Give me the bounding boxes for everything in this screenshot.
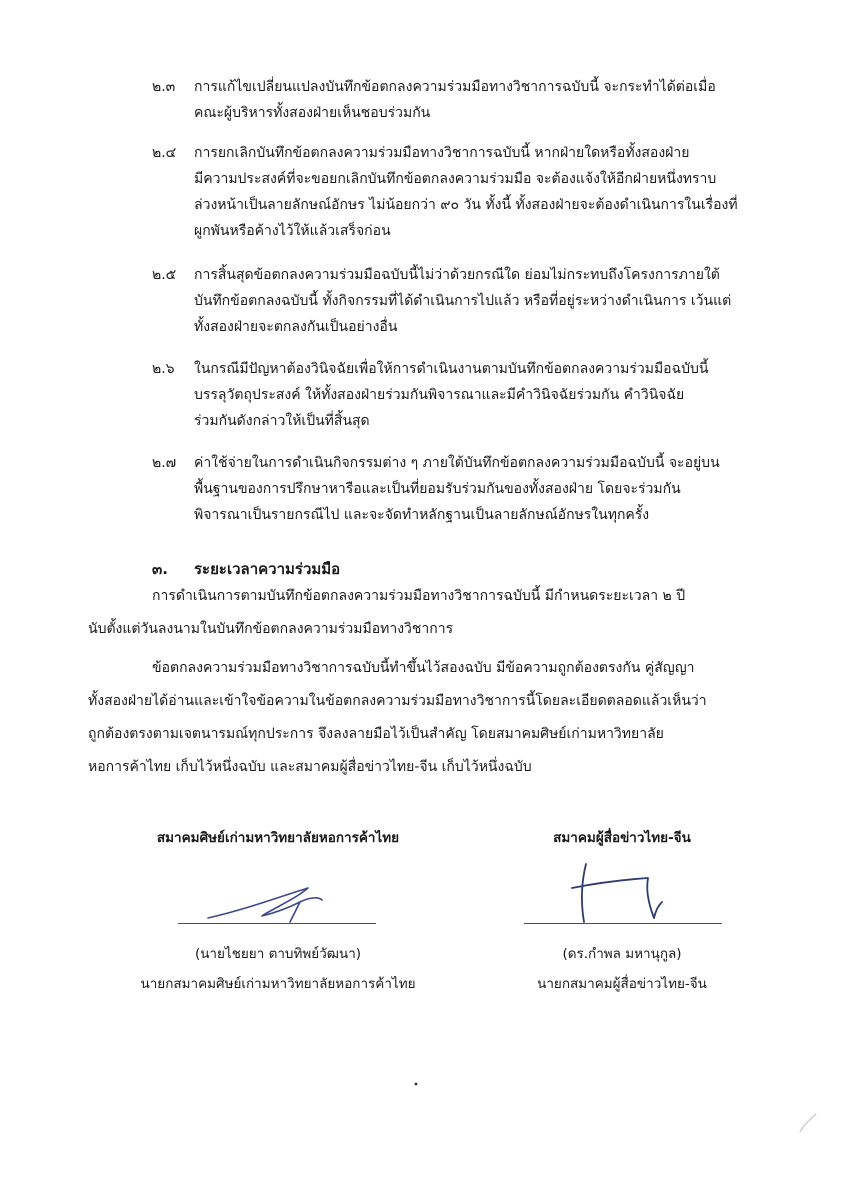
clause-line: การยกเลิกบันทึกข้อตกลงความร่วมมือทางวิชาการฉบับนี้ หากฝ่ายใดหรือทั้งสองฝ่าย <box>194 145 690 161</box>
clause-2-6 <box>152 356 802 434</box>
clause-text <box>194 74 802 126</box>
section-heading <box>152 556 340 582</box>
clause-line: การแก้ไขเปลี่ยนแปลงบันทึกข้อตกลงความร่วมมือทางวิชาการฉบับนี้ จะกระทำได้ต่อเมื่อ <box>194 79 716 95</box>
paragraph-line: ข้อตกลงความร่วมมือทางวิชาการฉบับนี้ทำขึ้นไว้สองฉบับ มีข้อความถูกต้องตรงกัน คู่สัญญา <box>152 660 695 676</box>
duration-paragraph <box>88 580 800 646</box>
clause-line: ล่วงหน้าเป็นลายลักษณ์อักษร ไม่น้อยกว่า ๙๐ วัน ทั้งนี้ ทั้งสองฝ่ายจะต้องดำเนินการในเรื่องที่ <box>194 197 738 213</box>
clause-2-4 <box>152 140 802 244</box>
clause-line: คณะผู้บริหารทั้งสองฝ่ายเห็นชอบร่วมกัน <box>194 105 431 121</box>
clause-2-3 <box>152 74 802 126</box>
paragraph-line: หอการค้าไทย เก็บไว้หนึ่งฉบับ และสมาคมผู้สื่อข่าวไทย-จีน เก็บไว้หนึ่งฉบับ <box>88 759 532 775</box>
clause-line: ผูกพันหรือค้างไว้ให้แล้วเสร็จก่อน <box>194 223 391 239</box>
clause-2-7 <box>152 450 802 528</box>
clause-line: พื้นฐานของการปรึกษาหารือและเป็นที่ยอมรับร่วมกันของทั้งสองฝ่าย โดยจะร่วมกัน <box>194 481 681 497</box>
right-signatory-name: (ดร.กำพล มหานุกูล) <box>562 946 682 962</box>
clause-line: ร่วมกันดังกล่าวให้เป็นที่สิ้นสุด <box>194 413 370 429</box>
clause-number: ๒.๕ <box>152 267 177 283</box>
left-signatory-name: (นายไชยยา ตาบทิพย์วัฒนา) <box>194 946 362 962</box>
clause-line: บรรลุวัตถุประสงค์ ให้ทั้งสองฝ่ายร่วมกันพิจารณาและมีคำวินิจฉัยร่วมกัน คำวินิจฉัย <box>194 387 685 403</box>
right-signatory-org: สมาคมผู้สื่อข่าวไทย-จีน <box>553 830 691 846</box>
closing-paragraph <box>88 652 800 784</box>
clause-line: บันทึกข้อตกลงฉบับนี้ ทั้งกิจกรรมที่ได้ดำเนินการไปแล้ว หรือที่อยู่ระหว่างดำเนินการ เว้นแต่ <box>194 293 732 309</box>
right-signatory-title: นายกสมาคมผู้สื่อข่าวไทย-จีน <box>537 976 707 992</box>
clause-line: พิจารณาเป็นรายกรณีไป และจะจัดทำหลักฐานเป็นลายลักษณ์อักษรในทุกครั้ง <box>194 507 650 523</box>
clause-number: ๒.๓ <box>152 79 176 95</box>
clause-number: ๒.๔ <box>152 145 177 161</box>
left-signatory-org: สมาคมศิษย์เก่ามหาวิทยาลัยหอการค้าไทย <box>156 830 400 846</box>
section-number: ๓. <box>152 560 168 578</box>
paragraph-line: นับตั้งแต่วันลงนามในบันทึกข้อตกลงความร่วมมือทางวิชาการ <box>88 621 454 637</box>
clause-line: ทั้งสองฝ่ายจะตกลงกันเป็นอย่างอื่น <box>194 319 398 335</box>
clause-text <box>194 356 802 434</box>
clause-2-5 <box>152 262 802 340</box>
paragraph-line: ถูกต้องตรงตามเจตนารมณ์ทุกประการ จึงลงลายมือไว้เป็นสำคัญ โดยสมาคมศิษย์เก่ามหาวิทยาลัย <box>88 726 664 742</box>
clause-text <box>194 450 802 528</box>
paragraph-line: ทั้งสองฝ่ายได้อ่านและเข้าใจข้อความในข้อตกลงความร่วมมือทางวิชาการนี้โดยละเอียดตลอดแล้วเห็นว่า <box>88 693 707 709</box>
clause-text <box>194 140 802 244</box>
left-signatory-title: นายกสมาคมศิษย์เก่ามหาวิทยาลัยหอการค้าไทย <box>140 976 416 992</box>
clause-text <box>194 262 802 340</box>
paragraph-line: การดำเนินการตามบันทึกข้อตกลงความร่วมมือทางวิชาการฉบับนี้ มีกำหนดระยะเวลา ๒ ปี <box>152 588 686 604</box>
clause-line: ในกรณีมีปัญหาต้องวินิจฉัยเพื่อให้การดำเนินงานตามบันทึกข้อตกลงความร่วมมือฉบับนี้ <box>194 361 709 377</box>
clause-number: ๒.๗ <box>152 455 177 471</box>
clause-line: การสิ้นสุดข้อตกลงความร่วมมือฉบับนี้ไม่ว่าด้วยกรณีใด ย่อมไม่กระทบถึงโครงการภายใต้ <box>194 267 720 283</box>
clause-line: ค่าใช้จ่ายในการดำเนินกิจกรรมต่าง ๆ ภายใต้บันทึกข้อตกลงความร่วมมือฉบับนี้ จะอยู่บน <box>194 455 720 471</box>
section-title: ระยะเวลาความร่วมมือ <box>194 560 341 578</box>
left-signature-line <box>178 923 376 924</box>
left-signature <box>204 882 354 932</box>
scan-speck <box>413 1080 419 1088</box>
clause-line: มีความประสงค์ที่จะขอยกเลิกบันทึกข้อตกลงความร่วมมือ จะต้องแจ้งให้อีกฝ่ายหนึ่งทราบ <box>194 171 717 187</box>
right-signature-line <box>524 923 722 924</box>
right-signature <box>562 858 682 928</box>
scan-smudge <box>796 1110 820 1140</box>
clause-number: ๒.๖ <box>152 361 175 377</box>
